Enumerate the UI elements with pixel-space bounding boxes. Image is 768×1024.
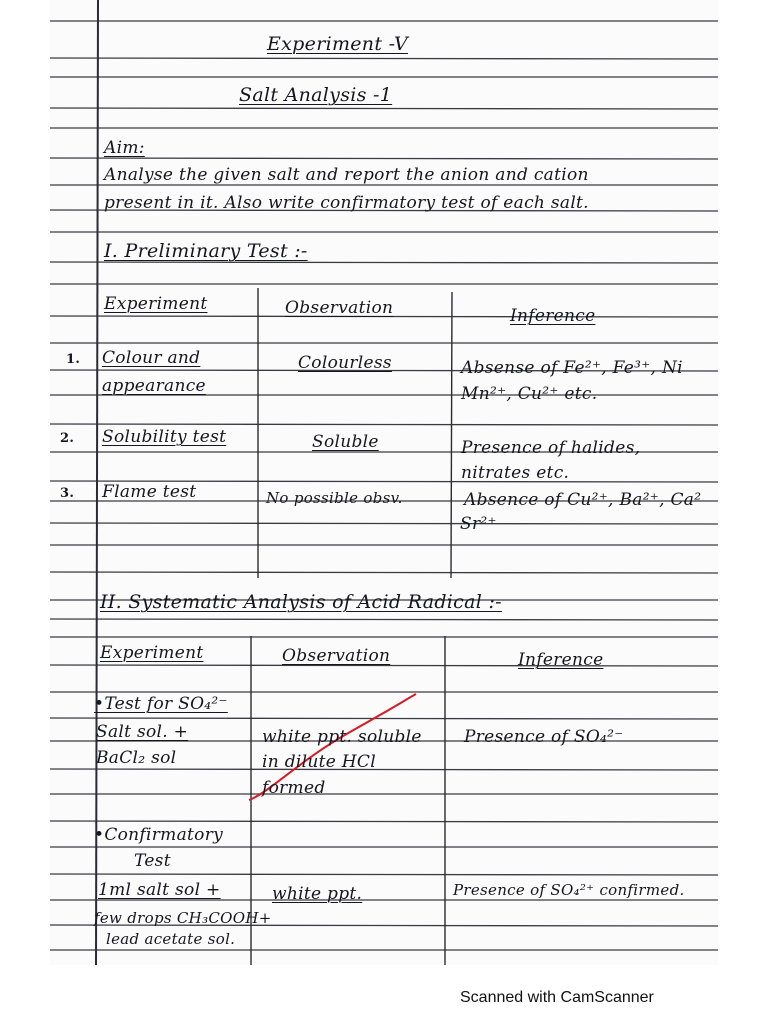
table2-row-cell: white ppt. (272, 884, 363, 904)
aim-line-2: present in it. Also write confirmatory test of each salt. (104, 193, 589, 213)
table1-divider-2 (451, 292, 452, 578)
table2-row-cell: white ppt. soluble (262, 727, 422, 747)
table1-row-number: 3. (60, 486, 75, 501)
section1-heading: I. Preliminary Test :- (104, 240, 308, 262)
table2-row-cell: formed (262, 778, 326, 798)
section2-heading: II. Systematic Analysis of Acid Radical :- (100, 591, 502, 613)
margin-line (96, 0, 98, 965)
table2-header-inference: Inference (518, 650, 604, 670)
aim-line-1: Analyse the given salt and report the anion and cation (104, 165, 589, 185)
table2-header-experiment: Experiment (100, 643, 204, 663)
table2-row-cell: •Test for SO₄²⁻ (94, 694, 228, 714)
ruled-line (50, 718, 718, 719)
table1-row-number: 1. (66, 352, 81, 367)
ruled-line (50, 874, 718, 875)
table1-row-cell: Soluble (312, 432, 379, 452)
table1-row-cell: Colourless (298, 353, 392, 373)
table1-header-inference: Inference (510, 306, 596, 326)
table2-header-observation: Observation (282, 646, 391, 666)
ruled-line (50, 424, 718, 425)
scanner-watermark: Scanned with CamScanner (460, 989, 654, 1006)
page-title: Experiment -V (267, 33, 408, 55)
table1-row-cell: Presence of halides, (461, 438, 641, 458)
table2-row-cell: in dilute HCl (262, 752, 376, 772)
table2-row-cell: •Confirmatory (94, 825, 224, 845)
aim-label: Aim: (104, 138, 145, 158)
table1-row-cell: Colour and (102, 348, 201, 368)
table2-row-cell: BaCl₂ sol (96, 748, 177, 768)
table2-row-cell: 1ml salt sol + (98, 880, 221, 900)
table2-row-cell: Presence of SO₄²⁻ (464, 727, 624, 747)
ruled-line (50, 821, 718, 822)
ruled-line (50, 158, 718, 159)
table1-row-cell: Mn²⁺, Cu²⁺ etc. (461, 384, 598, 404)
table2-row-cell: few drops CH₃COOH+ (94, 909, 272, 927)
table2-row-cell: Presence of SO₄²⁺ confirmed. (453, 881, 685, 899)
page-subtitle: Salt Analysis -1 (239, 84, 393, 106)
ruled-line (50, 619, 718, 620)
notebook-page (50, 0, 718, 965)
table2-row-cell: Salt sol. + (96, 722, 189, 742)
ruled-line (50, 523, 718, 524)
table1-row-cell: Absence of Cu²⁺, Ba²⁺, Ca² (464, 490, 702, 510)
ruled-line (50, 58, 718, 59)
table1-row-cell: Flame test (102, 482, 197, 502)
table1-header-experiment: Experiment (104, 294, 208, 314)
table1-row-cell: nitrates etc. (461, 463, 570, 483)
ruled-line (50, 262, 718, 263)
ruled-line (50, 108, 718, 109)
table1-row-cell: Absense of Fe²⁺, Fe³⁺, Ni (461, 358, 683, 378)
table1-row-cell: appearance (102, 376, 206, 396)
ruled-line (50, 572, 718, 573)
table1-row-number: 2. (60, 431, 75, 446)
table1-header-observation: Observation (285, 298, 394, 318)
ruled-line (50, 769, 718, 770)
table1-row-cell: Solubility test (102, 427, 227, 447)
table1-row-cell: No possible obsv. (266, 489, 403, 507)
table1-row-cell: Sr²⁺ (460, 514, 497, 534)
table2-row-cell: lead acetate sol. (106, 930, 236, 948)
table2-row-cell: Test (134, 851, 171, 871)
